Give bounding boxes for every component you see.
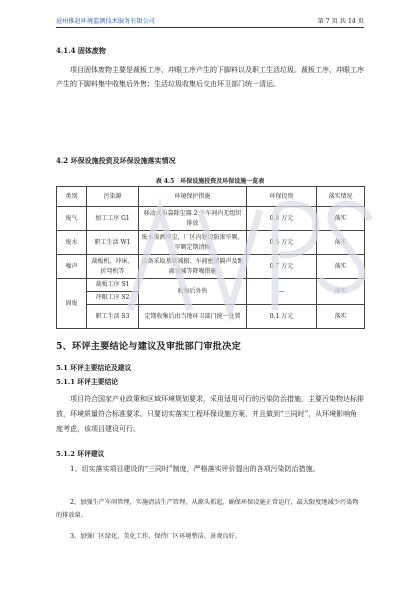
- source-cell: 职工生活 W1: [87, 231, 139, 255]
- subsection-heading: 5.1.2 环评建议: [56, 450, 105, 458]
- category-cell: 固废: [57, 279, 87, 329]
- category-cell: 噪声: [57, 255, 87, 279]
- investment-cell: 0.1 万元: [247, 305, 317, 329]
- category-cell: 废气: [57, 207, 87, 231]
- source-cell: 职工生活 S3: [87, 305, 139, 329]
- table-header-row: [57, 187, 365, 207]
- env-facilities-table: [56, 186, 365, 329]
- status-cell: 落实: [317, 255, 365, 279]
- table-row: [57, 305, 365, 329]
- section-heading-env-facilities: 4.2 环保设施投资及环保设施落实情况: [56, 156, 176, 165]
- measure-cell: 设备采取基础减振、车间密闭隔声及距离衰减等降噪措施: [139, 255, 247, 279]
- chapter-heading: 5、环评主要结论与建议及审批部门审批决定: [56, 341, 241, 352]
- measure-cell: 废水泼洒抑尘，厂区内建设防渗旱厕，旱厕定期清掏: [139, 231, 247, 255]
- measure-cell: 移动式布袋除尘器 2 个车间内无组织排放: [139, 207, 247, 231]
- company-name: 沧州推赵环境监测技术服务有限公司: [56, 18, 155, 25]
- status-cell: 落实: [317, 305, 365, 329]
- suggestion-item: 3、加强厂区绿化、美化工作，保持厂区环境整洁、景观良好。: [70, 533, 241, 540]
- measure-cell: 收集后外售: [139, 279, 247, 305]
- column-header: 落实情况: [317, 187, 365, 207]
- investment-cell: 0.8 万元: [247, 207, 317, 231]
- column-header: 类别: [57, 187, 87, 207]
- page-header: [56, 14, 364, 28]
- status-cell: 落实: [317, 279, 365, 305]
- column-header: 污染源: [87, 187, 139, 207]
- subsection-heading: 5.1.1 环评主要结论: [56, 378, 119, 386]
- column-header: 环境保护措施: [139, 187, 247, 207]
- conclusion-paragraph: 项目符合国家产业政策和区域环境规划要求，采用适用可行的污染防治措施，主要污染物达标排放，环境质量符合标准要求。只要切实落实工程环保设施方案，并且做到“三同时”，从环境影响角度考虑，该项目建设可行。: [56, 395, 364, 433]
- source-cell: 加工工序 G1: [87, 207, 139, 231]
- source-cell: 裁板工序 S1: [87, 279, 139, 292]
- source-cell: 裁板机、冲床、折弯机等: [87, 255, 139, 279]
- table-caption: 表 4.5 环保设施投资及环保设施一览表: [155, 178, 265, 185]
- suggestion-item: 1、切实落实项目建设的“三同时”制度，严格落实评价提出的各项污染防治措施。: [70, 465, 320, 473]
- investment-cell: 0.5 万元: [247, 231, 317, 255]
- page-number: 第 7 页 共 14 页: [317, 18, 364, 25]
- solid-waste-paragraph: 项目固体废物主要是裁板工序、冲眼工序产生的下脚料以及职工生活垃圾。裁板工序、冲眼工序产生的下脚料集中收集后外售；生活垃圾收集后交由环卫部门统一清运。: [56, 66, 364, 88]
- category-cell: 废水: [57, 231, 87, 255]
- status-cell: 落实: [317, 231, 365, 255]
- status-cell: 落实: [317, 207, 365, 231]
- subsection-heading: 5.1 环评主要结论及建议: [56, 364, 132, 372]
- suggestion-item: 2、加强生产车间管理，实施清洁生产管理，从源头抓起，确保环保设施正常运行，最大限度地减少污染物的排放量。: [56, 499, 359, 519]
- column-header: 环保投资: [247, 187, 317, 207]
- table-row: [57, 207, 365, 231]
- measure-cell: 定期收集后由当地环卫部门统一处置: [139, 305, 247, 329]
- table-row: [57, 255, 365, 279]
- section-heading-solid-waste: 4.1.4 固体废物: [56, 46, 106, 55]
- source-cell: 冲眼工序 S2: [87, 292, 139, 305]
- investment-cell: 0.7 万元: [247, 255, 317, 279]
- investment-cell: —: [247, 279, 317, 305]
- table-row: [57, 231, 365, 255]
- table-row: [57, 279, 365, 292]
